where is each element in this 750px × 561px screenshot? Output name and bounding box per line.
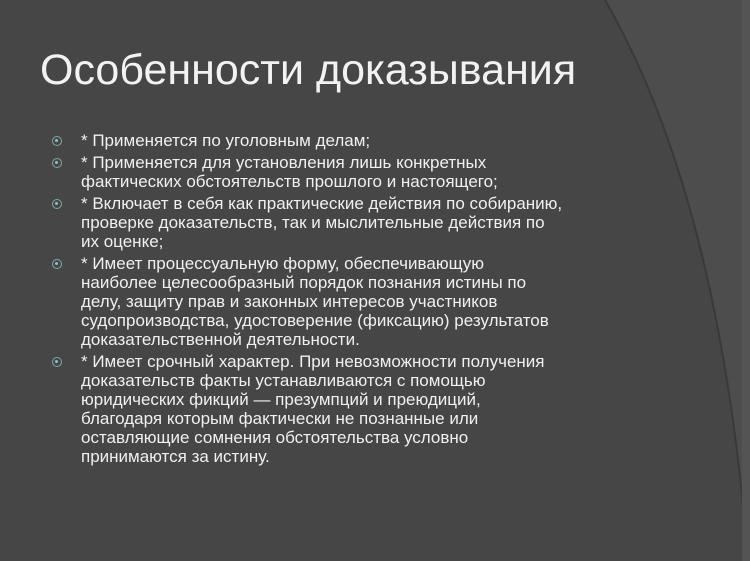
list-item xyxy=(52,194,732,251)
list-item-text-line: * Имеет процессуальную форму, обеспечивающую xyxy=(81,254,485,273)
list-item-text-line: принимаются за истину. xyxy=(81,447,270,466)
list-item xyxy=(52,153,732,191)
list-item-text-line: их оценке; xyxy=(81,232,164,251)
circle-bullet-icon xyxy=(52,357,62,367)
list-item-text-line: доказательств факты устанавливаются с помощью xyxy=(81,371,486,390)
list-item-text-line: * Имеет срочный характер. При невозможности получения xyxy=(81,352,545,371)
bullet-list xyxy=(52,131,732,469)
list-item-text-line: юридических фикций — презумпций и преюдиций, xyxy=(81,390,481,409)
list-item-text-line: благодаря которым фактически не познанные или xyxy=(81,409,479,428)
list-item xyxy=(52,352,732,466)
list-item xyxy=(52,254,732,349)
list-item-text-line: * Применяется по уголовным делам; xyxy=(81,131,371,150)
list-item-text-line: доказательственной деятельности. xyxy=(81,330,360,349)
list-item-text-line: наиболее целесообразный порядок познания истины по xyxy=(81,273,527,292)
circle-bullet-icon xyxy=(52,259,62,269)
list-item-text-line: оставляющие сомнения обстоятельства условно xyxy=(81,428,469,447)
circle-bullet-icon xyxy=(52,199,62,209)
list-item-text-line: судопроизводства, удостоверение (фиксацию) результатов xyxy=(81,311,549,330)
circle-bullet-icon xyxy=(52,158,62,168)
list-item xyxy=(52,131,732,150)
list-item-text-line: фактических обстоятельств прошлого и настоящего; xyxy=(81,172,498,191)
list-item-text-line: * Включает в себя как практические действия по собиранию, xyxy=(81,194,563,213)
list-item-text-line: * Применяется для установления лишь конкретных xyxy=(81,153,487,172)
slide-title: Особенности доказывания xyxy=(40,46,577,94)
circle-bullet-icon xyxy=(52,136,62,146)
list-item-text-line: проверке доказательств, так и мыслительные действия по xyxy=(81,213,545,232)
list-item-text-line: делу, защиту прав и законных интересов участников xyxy=(81,292,498,311)
